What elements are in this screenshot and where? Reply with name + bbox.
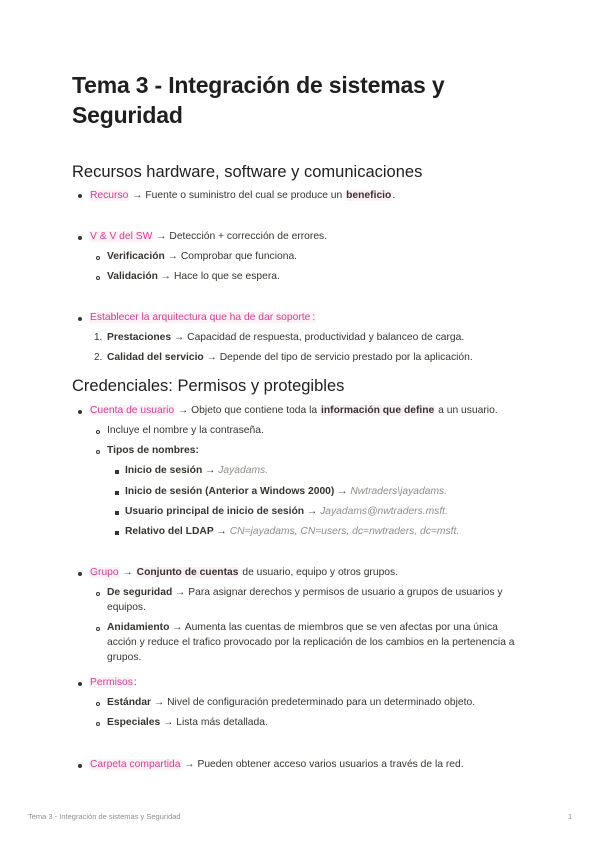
- list-item-tipo-4: Relativo del LDAP → CN=jayadams, CN=users, dc=nwtraders, dc=msft.: [125, 526, 460, 537]
- bullet: [96, 430, 100, 434]
- bullet: [115, 491, 119, 495]
- footer-title: Tema 3 - Integración de sistemas y Seguridad: [28, 812, 181, 821]
- bullet: [96, 627, 100, 631]
- section-heading-credenciales: Credenciales: Permisos y protegibles: [72, 377, 345, 395]
- bullet: [96, 450, 100, 454]
- page-number: 1: [568, 812, 573, 821]
- section-heading-recursos: Recursos hardware, software y comunicaciones: [72, 163, 423, 181]
- bullet: [78, 194, 82, 198]
- list-item-vv: V & V del SW → Detección + corrección de errores.: [90, 231, 328, 242]
- bullet: [78, 682, 82, 686]
- list-item-prestaciones: Prestaciones → Capacidad de respuesta, productividad y balanceo de carga.: [107, 332, 465, 343]
- list-number: 1.: [94, 332, 103, 343]
- bullet: [78, 410, 82, 414]
- list-item-estandar: Estándar → Nivel de configuración predeterminado para un determinado objeto.: [107, 697, 476, 708]
- list-item-carpeta: Carpeta compartida → Pueden obtener acceso varios usuarios a través de la red.: [90, 759, 464, 770]
- bullet: [115, 531, 119, 535]
- page-title: Tema 3 - Integración de sistemas y Seguridad: [72, 72, 445, 128]
- bullet: [78, 317, 82, 321]
- list-item-calidad: Calidad del servicio → Depende del tipo de servicio prestado por la aplicación.: [107, 352, 473, 363]
- list-item-anidamiento: Anidamiento → Aumenta las cuentas de miembros que se ven afectas por una única acción y reduce el trafico provocado por la replicación de los cambios en la pertenencia a grupos.: [107, 622, 515, 663]
- list-item-incluye: Incluye el nombre y la contraseña.: [107, 425, 264, 436]
- list-item-seguridad: De seguridad → Para asignar derechos y permisos de usuario a grupos de usuarios y equipos.: [107, 587, 503, 613]
- bullet: [115, 511, 119, 515]
- list-item-tipo-3: Usuario principal de inicio de sesión → Jayadams@nwtraders.msft.: [125, 506, 448, 517]
- bullet: [96, 256, 100, 260]
- list-item-grupo: Grupo → Conjunto de cuentas de usuario, equipo y otros grupos.: [90, 567, 399, 578]
- bullet: [96, 276, 100, 280]
- list-item-verificacion: Verificación → Comprobar que funciona.: [107, 251, 298, 262]
- list-item-validacion: Validación → Hace lo que se espera.: [107, 271, 280, 282]
- bullet: [96, 702, 100, 706]
- bullet: [115, 470, 119, 474]
- bullet: [96, 722, 100, 726]
- list-item-especiales: Especiales → Lista más detallada.: [107, 717, 268, 728]
- bullet: [96, 592, 100, 596]
- list-item-permisos: Permisos:: [90, 677, 137, 688]
- list-item-recurso: Recurso → Fuente o suministro del cual se produce un beneficio.: [90, 190, 396, 201]
- bullet: [78, 236, 82, 240]
- list-item-tipo-1: Inicio de sesión → Jayadams.: [125, 465, 269, 476]
- list-item-cuenta: Cuenta de usuario → Objeto que contiene toda la información que define a un usuario.: [90, 405, 498, 416]
- list-item-tipos: Tipos de nombres:: [107, 445, 199, 456]
- list-item-tipo-2: Inicio de sesión (Anterior a Windows 2000) → Nwtraders\jayadams.: [125, 486, 448, 497]
- bullet: [78, 764, 82, 768]
- list-item-arquitectura: Establecer la arquitectura que ha de dar soporte :: [90, 312, 316, 323]
- bullet: [78, 572, 82, 576]
- list-number: 2.: [94, 352, 103, 363]
